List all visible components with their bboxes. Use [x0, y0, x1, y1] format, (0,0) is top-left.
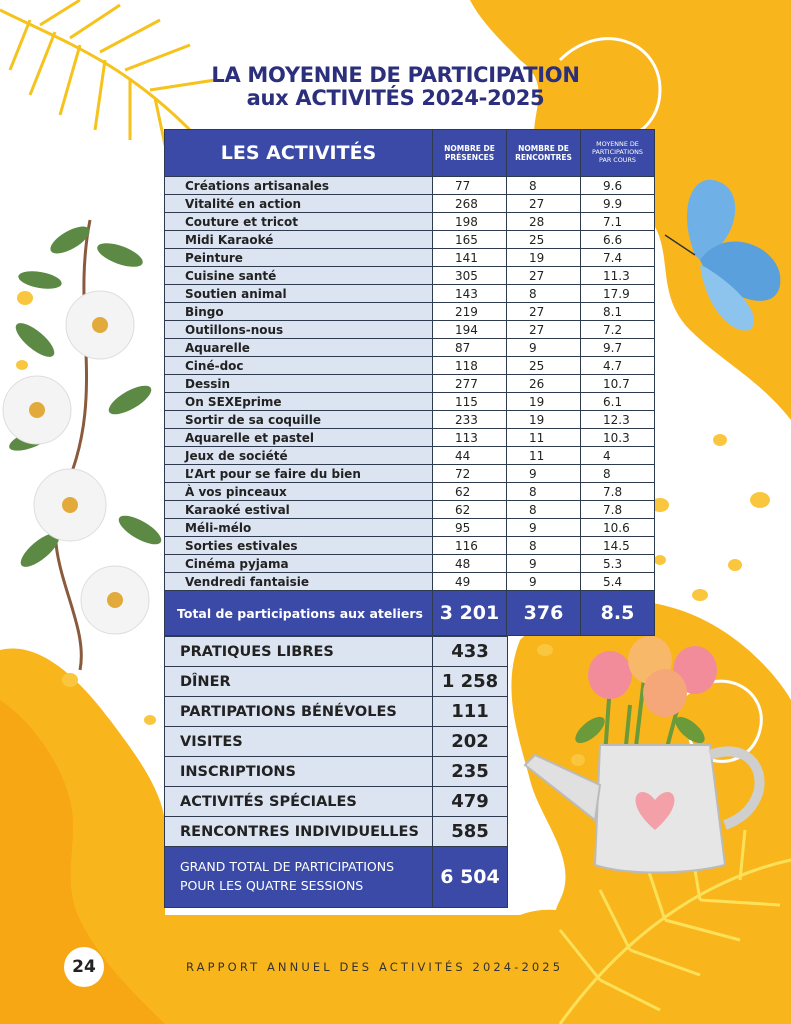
activity-name: Dessin: [165, 375, 433, 393]
summary-row: [165, 637, 508, 667]
moyenne-cell: 7.2: [581, 321, 655, 339]
activity-name: Midi Karaoké: [165, 231, 433, 249]
summary-table-body: [165, 637, 508, 847]
summary-label: PARTIPATIONS BÉNÉVOLES: [165, 697, 433, 727]
activities-table-body: [165, 177, 655, 591]
total-moyenne: 8.5: [581, 591, 655, 636]
activity-name: Peinture: [165, 249, 433, 267]
moyenne-cell: 9.7: [581, 339, 655, 357]
table-row: [165, 213, 655, 231]
rencontres-cell: 26: [507, 375, 581, 393]
summary-row: [165, 667, 508, 697]
presences-cell: 194: [433, 321, 507, 339]
moyenne-cell: 6.1: [581, 393, 655, 411]
rencontres-cell: 27: [507, 321, 581, 339]
summary-label: VISITES: [165, 727, 433, 757]
summary-label: INSCRIPTIONS: [165, 757, 433, 787]
moyenne-cell: 6.6: [581, 231, 655, 249]
activity-name: Aquarelle et pastel: [165, 429, 433, 447]
table-row: [165, 303, 655, 321]
rencontres-cell: 8: [507, 177, 581, 195]
header-presences-line1: NOMBRE DE: [444, 143, 495, 153]
presences-cell: 113: [433, 429, 507, 447]
table-row: [165, 429, 655, 447]
grand-total-row: [165, 847, 508, 908]
moyenne-cell: 4.7: [581, 357, 655, 375]
presences-cell: 48: [433, 555, 507, 573]
presences-cell: 44: [433, 447, 507, 465]
presences-cell: 95: [433, 519, 507, 537]
header-rencontres-line2: RENCONTRES: [515, 153, 572, 162]
rencontres-cell: 8: [507, 285, 581, 303]
activity-name: Méli-mélo: [165, 519, 433, 537]
moyenne-cell: 7.8: [581, 501, 655, 519]
summary-row: [165, 817, 508, 847]
rencontres-cell: 8: [507, 501, 581, 519]
moyenne-cell: 11.3: [581, 267, 655, 285]
table-row: [165, 573, 655, 591]
table-row: [165, 267, 655, 285]
table-row: [165, 321, 655, 339]
table-row: [165, 375, 655, 393]
activity-name: Créations artisanales: [165, 177, 433, 195]
activity-name: Soutien animal: [165, 285, 433, 303]
moyenne-cell: 10.7: [581, 375, 655, 393]
grand-total-label-line2: POUR LES QUATRE SESSIONS: [180, 878, 364, 893]
presences-cell: 118: [433, 357, 507, 375]
tulips: [571, 636, 717, 755]
rencontres-cell: 8: [507, 537, 581, 555]
summary-value: 111: [433, 697, 508, 727]
activity-name: Couture et tricot: [165, 213, 433, 231]
table-row: [165, 483, 655, 501]
activity-name: L’Art pour se faire du bien: [165, 465, 433, 483]
summary-table: [164, 636, 508, 908]
summary-row: [165, 727, 508, 757]
moyenne-cell: 10.6: [581, 519, 655, 537]
watering-can-tulips-illustration: [515, 635, 775, 880]
summary-label: PRATIQUES LIBRES: [165, 637, 433, 667]
activity-name: Vendredi fantaisie: [165, 573, 433, 591]
table-header-row: [165, 130, 655, 177]
table-row: [165, 339, 655, 357]
rencontres-cell: 9: [507, 573, 581, 591]
activity-name: Sorties estivales: [165, 537, 433, 555]
moyenne-cell: 8: [581, 465, 655, 483]
presences-cell: 72: [433, 465, 507, 483]
rencontres-cell: 19: [507, 411, 581, 429]
table-row: [165, 357, 655, 375]
header-moyenne-line2: PARTICIPATIONS: [592, 148, 643, 157]
watering-can: [525, 745, 760, 873]
summary-value: 479: [433, 787, 508, 817]
table-row: [165, 447, 655, 465]
summary-value: 433: [433, 637, 508, 667]
activities-table: [164, 129, 655, 636]
activity-name: Bingo: [165, 303, 433, 321]
activity-name: Sortir de sa coquille: [165, 411, 433, 429]
rencontres-cell: 25: [507, 357, 581, 375]
presences-cell: 62: [433, 483, 507, 501]
activity-name: Cuisine santé: [165, 267, 433, 285]
presences-cell: 116: [433, 537, 507, 555]
header-moyenne: [581, 130, 655, 177]
activity-name: On SEXEprime: [165, 393, 433, 411]
moyenne-cell: 5.3: [581, 555, 655, 573]
presences-cell: 49: [433, 573, 507, 591]
table-row: [165, 285, 655, 303]
rencontres-cell: 11: [507, 447, 581, 465]
rencontres-cell: 27: [507, 195, 581, 213]
activity-name: Outillons-nous: [165, 321, 433, 339]
header-presences-line2: PRÉSENCES: [444, 153, 495, 162]
rencontres-cell: 8: [507, 483, 581, 501]
moyenne-cell: 14.5: [581, 537, 655, 555]
rencontres-cell: 27: [507, 267, 581, 285]
summary-value: 1 258: [433, 667, 508, 697]
rencontres-cell: 19: [507, 249, 581, 267]
summary-label: ACTIVITÉS SPÉCIALES: [165, 787, 433, 817]
presences-cell: 198: [433, 213, 507, 231]
moyenne-cell: 12.3: [581, 411, 655, 429]
summary-value: 202: [433, 727, 508, 757]
presences-cell: 115: [433, 393, 507, 411]
summary-value: 235: [433, 757, 508, 787]
presences-cell: 277: [433, 375, 507, 393]
page-title-line1: LA MOYENNE DE PARTICIPATION: [211, 63, 580, 87]
summary-row: [165, 787, 508, 817]
total-row: [165, 591, 655, 636]
table-row: [165, 195, 655, 213]
moyenne-cell: 9.9: [581, 195, 655, 213]
summary-row: [165, 757, 508, 787]
presences-cell: 233: [433, 411, 507, 429]
table-row: [165, 501, 655, 519]
presences-cell: 87: [433, 339, 507, 357]
table-row: [165, 411, 655, 429]
page-number: 24: [64, 947, 104, 987]
page-title-line2: aux ACTIVITÉS 2024-2025: [246, 86, 545, 110]
rencontres-cell: 9: [507, 555, 581, 573]
activity-name: Aquarelle: [165, 339, 433, 357]
header-moyenne-line1: MOYENNE DE: [596, 140, 639, 149]
flower-branch-illustration: [0, 200, 165, 680]
moyenne-cell: 7.1: [581, 213, 655, 231]
moyenne-cell: 4: [581, 447, 655, 465]
rencontres-cell: 11: [507, 429, 581, 447]
moyenne-cell: 10.3: [581, 429, 655, 447]
activity-name: À vos pinceaux: [165, 483, 433, 501]
moyenne-cell: 17.9: [581, 285, 655, 303]
moyenne-cell: 7.4: [581, 249, 655, 267]
moyenne-cell: 8.1: [581, 303, 655, 321]
table-row: [165, 519, 655, 537]
table-row: [165, 177, 655, 195]
table-row: [165, 555, 655, 573]
table-row: [165, 537, 655, 555]
header-activites: LES ACTIVITÉS: [165, 130, 433, 177]
header-moyenne-line3: PAR COURS: [599, 155, 636, 164]
presences-cell: 77: [433, 177, 507, 195]
presences-cell: 165: [433, 231, 507, 249]
moyenne-cell: 9.6: [581, 177, 655, 195]
activity-name: Karaoké estival: [165, 501, 433, 519]
rencontres-cell: 28: [507, 213, 581, 231]
summary-label: DÎNER: [165, 667, 433, 697]
activity-name: Cinéma pyjama: [165, 555, 433, 573]
presences-cell: 305: [433, 267, 507, 285]
grand-total-label: [165, 847, 433, 908]
rencontres-cell: 25: [507, 231, 581, 249]
header-presences: [433, 130, 507, 177]
table-row: [165, 249, 655, 267]
rencontres-cell: 27: [507, 303, 581, 321]
table-row: [165, 231, 655, 249]
header-rencontres: [507, 130, 581, 177]
activity-name: Jeux de société: [165, 447, 433, 465]
rencontres-cell: 9: [507, 519, 581, 537]
butterfly-illustration: [655, 165, 790, 340]
table-row: [165, 465, 655, 483]
moyenne-cell: 5.4: [581, 573, 655, 591]
presences-cell: 219: [433, 303, 507, 321]
activity-name: Ciné-doc: [165, 357, 433, 375]
table-row: [165, 393, 655, 411]
activity-name: Vitalité en action: [165, 195, 433, 213]
footer-text: RAPPORT ANNUEL DES ACTIVITÉS 2024-2025: [186, 960, 564, 974]
total-presences: 3 201: [433, 591, 507, 636]
grand-total-value: 6 504: [433, 847, 508, 908]
header-rencontres-line1: NOMBRE DE: [518, 143, 569, 153]
rencontres-cell: 19: [507, 393, 581, 411]
total-rencontres: 376: [507, 591, 581, 636]
presences-cell: 143: [433, 285, 507, 303]
presences-cell: 268: [433, 195, 507, 213]
moyenne-cell: 7.8: [581, 483, 655, 501]
summary-value: 585: [433, 817, 508, 847]
grand-total-label-line1: GRAND TOTAL DE PARTICIPATIONS: [180, 859, 395, 875]
rencontres-cell: 9: [507, 339, 581, 357]
presences-cell: 141: [433, 249, 507, 267]
summary-label: RENCONTRES INDIVIDUELLES: [165, 817, 433, 847]
presences-cell: 62: [433, 501, 507, 519]
rencontres-cell: 9: [507, 465, 581, 483]
summary-row: [165, 697, 508, 727]
total-label: Total de participations aux ateliers: [165, 591, 433, 636]
